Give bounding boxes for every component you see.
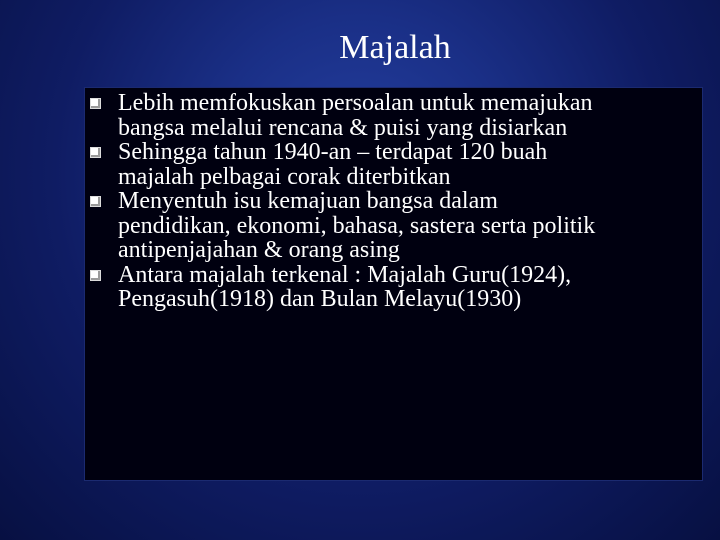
bullet-4-line-1: Antara majalah terkenal : Majalah Guru(1924), [118, 261, 572, 288]
bullet-item-2 [0, 140, 720, 189]
bullet-3-line-3: antipenjajahan & orang asing [118, 237, 400, 263]
square-bullet-icon [91, 148, 100, 157]
square-bullet-icon [91, 271, 100, 280]
bullet-item-1 [0, 91, 720, 140]
bullet-1-line-1: Lebih memfokuskan persoalan untuk memajukan [118, 90, 593, 116]
bullet-item-4 [0, 263, 720, 312]
bullet-3-line-1: Menyentuh isu kemajuan bangsa dalam [118, 188, 498, 214]
bullet-2-line-1: Sehingga tahun 1940-an – terdapat 120 buah [118, 139, 548, 165]
bullet-1-line-2: bangsa melalui rencana & puisi yang disiarkan [118, 114, 568, 141]
bullet-2-line-2: majalah pelbagai corak diterbitkan [118, 163, 451, 190]
bullet-list [0, 91, 720, 312]
square-bullet-icon [91, 99, 100, 108]
square-bullet-icon [91, 197, 100, 206]
bullet-4-line-2: Pengasuh(1918) dan Bulan Melayu(1930) [118, 286, 522, 312]
bullet-item-3 [0, 189, 720, 263]
bullet-3-line-2: pendidikan, ekonomi, bahasa, sastera serta politik [118, 212, 596, 239]
slide-title: Majalah [339, 29, 451, 66]
